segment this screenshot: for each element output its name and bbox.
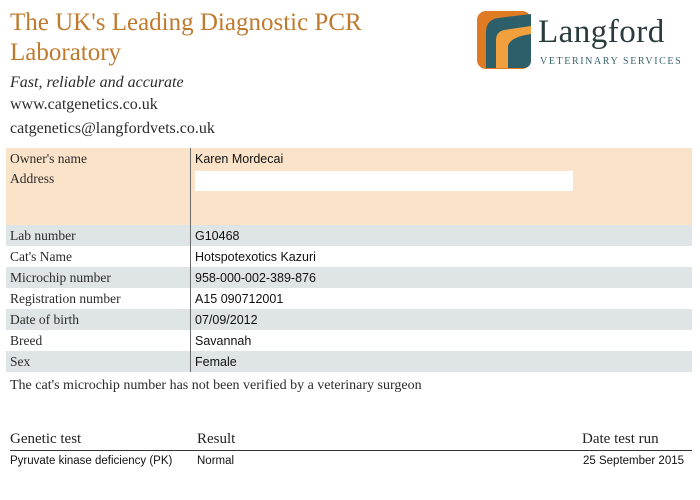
detail-label: Breed (6, 330, 191, 351)
detail-value: Hotspotexotics Kazuri (191, 246, 693, 267)
results-header (10, 430, 692, 451)
detail-value: A15 090712001 (191, 288, 693, 309)
detail-label: Cat's Name (6, 246, 191, 267)
detail-row (6, 169, 692, 225)
detail-label: Address (6, 169, 191, 225)
lab-tagline: Fast, reliable and accurate (10, 74, 184, 91)
detail-label: Sex (6, 351, 191, 372)
detail-label: Date of birth (6, 309, 191, 330)
detail-row (6, 309, 692, 330)
result-value: Normal (197, 455, 235, 467)
detail-value: Karen Mordecai (191, 148, 693, 169)
result-test-name: Pyruvate kinase deficiency (PK) (10, 455, 173, 467)
lab-title: The UK's Leading Diagnostic PCR Laboratory (10, 9, 362, 66)
detail-label: Microchip number (6, 267, 191, 288)
cat-details-table (6, 148, 692, 372)
microchip-notice: The cat's microchip number has not been verified by a veterinary surgeon (10, 378, 422, 393)
address-redacted-box (195, 171, 573, 191)
result-date: 25 September 2015 (583, 455, 685, 467)
result-row (10, 455, 692, 473)
col-result: Result (197, 431, 236, 447)
detail-value: G10468 (191, 225, 693, 246)
detail-row (6, 267, 692, 288)
detail-row (6, 288, 692, 309)
logo-name: Langford (538, 14, 665, 50)
langford-logo-icon (476, 10, 532, 70)
detail-value: 07/09/2012 (191, 309, 693, 330)
detail-label: Lab number (6, 225, 191, 246)
detail-row (6, 148, 692, 169)
email-link[interactable]: catgenetics@langfordvets.co.uk (10, 120, 215, 137)
detail-row (6, 351, 692, 372)
detail-value: Female (191, 351, 693, 372)
detail-label: Owner's name (6, 148, 191, 169)
website-link[interactable]: www.catgenetics.co.uk (10, 96, 158, 113)
detail-value (191, 169, 693, 225)
detail-row (6, 246, 692, 267)
detail-value: 958-000-002-389-876 (191, 267, 693, 288)
detail-value: Savannah (191, 330, 693, 351)
col-date-test-run: Date test run (582, 431, 659, 447)
detail-row (6, 225, 692, 246)
detail-label: Registration number (6, 288, 191, 309)
detail-row (6, 330, 692, 351)
col-genetic-test: Genetic test (10, 431, 82, 447)
logo-subtitle: VETERINARY SERVICES (540, 56, 683, 67)
langford-logo (476, 10, 692, 72)
